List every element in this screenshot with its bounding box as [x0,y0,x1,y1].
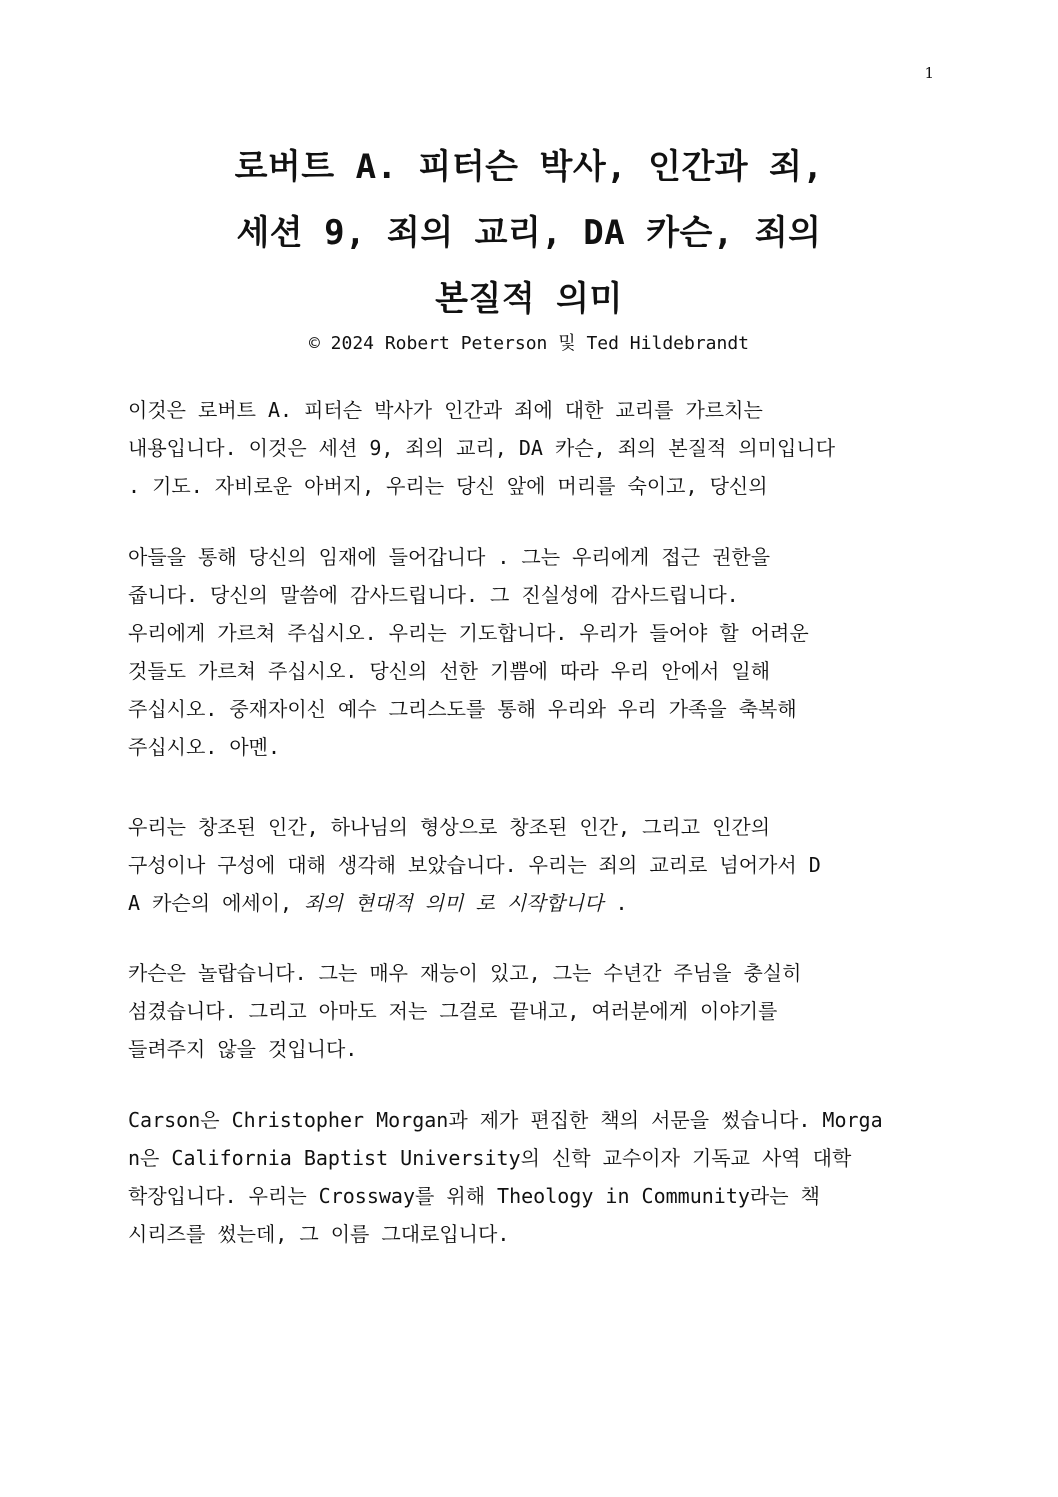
text-line: 시리즈를 썼는데, 그 이름 그대로입니다. [128,1222,510,1246]
paragraph-prayer [128,538,928,766]
text-line [128,884,928,922]
paragraph-carson-praise [128,954,928,1068]
text-line: 카슨은 놀랍습니다. 그는 매우 재능이 있고, 그는 수년간 주님을 충실히 [128,961,802,985]
text-line: 구성이나 구성에 대해 생각해 보았습니다. 우리는 죄의 교리로 넘어가서 D [128,853,821,877]
title-line: 세션 9, 죄의 교리, DA 카슨, 죄의 [236,213,822,253]
text-line: 우리는 창조된 인간, 하나님의 형상으로 창조된 인간, 그리고 인간의 [128,815,771,839]
copyright-notice: © 2024 Robert Peterson 및 Ted Hildebrandt [308,333,750,354]
text-segment: . [603,891,628,915]
text-line: 들려주지 않을 것입니다. [128,1037,358,1061]
text-line: 아들을 통해 당신의 임재에 들어갑니다 . 그는 우리에게 접근 권한을 [128,545,771,569]
text-line: 주십시오. 아멘. [128,735,281,759]
title-line: 로버트 A. 피터슨 박사, 인간과 죄, [234,147,824,187]
text-line: 주십시오. 중재자이신 예수 그리스도를 통해 우리와 우리 가족을 축복해 [128,697,797,721]
title-line: 본질적 의미 [435,279,623,319]
text-line: 학장입니다. 우리는 Crossway를 위해 Theology in Community라는 책 [128,1184,820,1208]
text-line: 섬겼습니다. 그리고 아마도 저는 그걸로 끝내고, 여러분에게 이야기를 [128,999,778,1023]
page-number: 1 [924,64,934,82]
text-line: . 기도. 자비로운 아버지, 우리는 당신 앞에 머리를 숙이고, 당신의 [128,474,768,498]
text-line: 것들도 가르쳐 주십시오. 당신의 선한 기쁨에 따라 우리 안에서 일해 [128,659,771,683]
paragraph-carson-essay [128,808,928,922]
text-line: 내용입니다. 이것은 세션 9, 죄의 교리, DA 카슨, 죄의 본질적 의미입니다 [128,436,836,460]
text-line: 줍니다. 당신의 말씀에 감사드립니다. 그 진실성에 감사드립니다. [128,583,739,607]
text-line: Carson은 Christopher Morgan과 제가 편집한 책의 서문을 썼습니다. Morga [128,1108,883,1132]
text-line: 이것은 로버트 A. 피터슨 박사가 인간과 죄에 대한 교리를 가르치는 [128,398,763,422]
text-line: n은 California Baptist University의 신학 교수이자 기독교 사역 대학 [128,1146,852,1170]
text-line: 우리에게 가르쳐 주십시오. 우리는 기도합니다. 우리가 들어야 할 어려운 [128,621,809,645]
text-segment: A 카슨의 에세이, [128,891,305,915]
essay-title: 죄의 현대적 의미 로 시작합니다 [304,891,604,915]
paragraph-intro [128,391,928,505]
document-title [150,134,908,332]
paragraph-book-series [128,1101,928,1253]
